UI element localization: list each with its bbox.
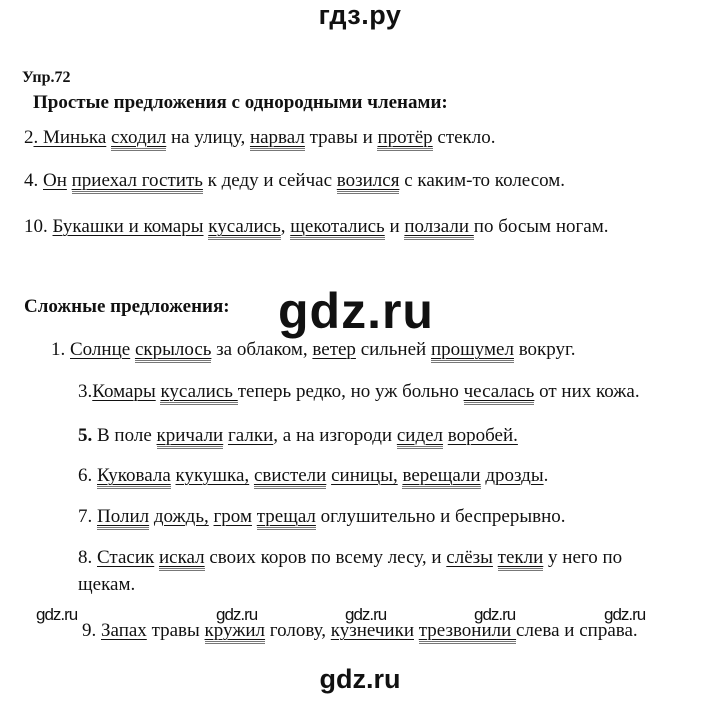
predicate: искал [159,547,205,571]
subject: дрозды [485,465,544,486]
subject: Солнце [70,339,131,360]
predicate: верещали [402,465,480,489]
predicate: сходил [111,127,166,151]
subject: . Минька [33,127,107,148]
watermark-small-2: gdz.ru [216,605,258,624]
subject: синицы, [331,465,398,486]
predicate: скрылось [135,339,211,363]
predicate: свистели [254,465,326,489]
subject: Запах [101,620,147,641]
predicate: прошумел [431,339,514,363]
subject: Букашки и комары [52,216,204,237]
predicate: трезвонили [419,620,516,644]
sentence-4: 4. Он приехал гостить к деду и сейчас возился с каким-то колесом. [24,170,565,192]
sentence-c8-cont: щекам. [78,574,136,595]
subject: Он [43,170,67,191]
subject: слёзы [446,547,493,568]
predicate: сидел [397,425,443,449]
predicate: Куковала [97,465,171,489]
section-heading-complex: Сложные предложения: [24,296,230,317]
predicate: трещал [257,506,316,530]
watermark-top: гдз.ру [318,0,402,30]
sentence-2: 2. Минька сходил на улицу, нарвал травы и протёр стекло. [24,127,496,149]
subject: кузнечики [330,620,414,641]
sentence-c6: 6. Куковала кукушка, свистели синицы, верещали дрозды. [78,465,548,487]
subject: Комары [92,381,156,402]
section-heading-simple: Простые предложения с однородными членами: [33,92,448,113]
predicate: чесалась [464,381,535,405]
subject: галки [227,425,274,446]
predicate: кусались [208,216,280,240]
watermark-bottom: gdz.ru [319,664,401,694]
sentence-c5: 5. В поле кричали галки, а на изгороди сидел воробей. [78,425,518,447]
sentence-c8: 8. Стасик искал своих коров по всему лесу, и слёзы текли у него по [78,547,622,569]
watermark-small-1: gdz.ru [36,605,78,624]
subject: дождь, [153,506,209,527]
predicate: возился [337,170,400,194]
watermark-middle: gdz.ru [278,283,434,339]
predicate: протёр [377,127,432,151]
subject: Стасик [97,547,155,568]
watermark-small-3: gdz.ru [345,605,387,624]
exercise-label: Упр.72 [22,69,71,86]
subject: гром [213,506,252,527]
predicate: Полил [97,506,149,530]
sentence-c3: 3.Комары кусались теперь редко, но уж больно чесалась от них кожа. [78,381,640,403]
sentence-c7: 7. Полил дождь, гром трещал оглушительно и беспрерывно. [78,506,566,528]
predicate: кусались [160,381,237,405]
predicate: щекотались [290,216,384,240]
predicate: кричали [157,425,224,449]
sentence-c1: 1. Солнце скрылось за облаком, ветер сильней прошумел вокруг. [51,339,575,361]
predicate: приехал гостить [72,170,203,194]
subject: ветер [312,339,356,360]
watermark-small-4: gdz.ru [474,605,516,624]
predicate: ползали [404,216,473,240]
predicate: нарвал [250,127,305,151]
subject: кукушка, [175,465,250,486]
subject: воробей. [447,425,518,446]
predicate: кружил [205,620,266,644]
watermark-small-5: gdz.ru [604,605,646,624]
predicate: текли [498,547,544,571]
sentence-c9: 9. Запах травы кружил голову, кузнечики трезвонили слева и справа. [82,620,638,642]
sentence-10: 10. Букашки и комары кусались, щекотались и ползали по босым ногам. [24,216,609,238]
